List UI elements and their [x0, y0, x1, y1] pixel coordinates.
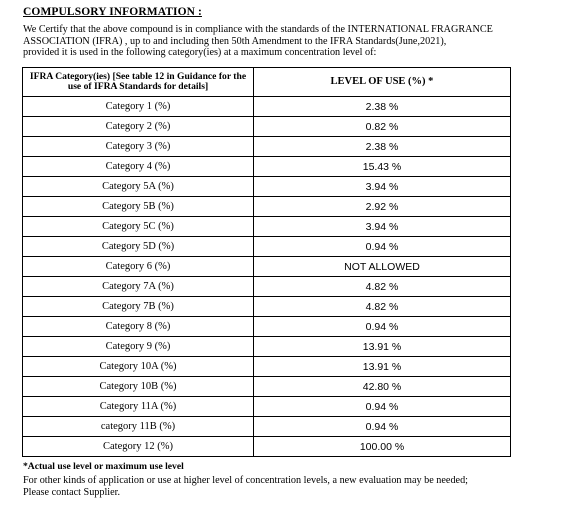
level-cell: 42.80 %	[254, 377, 511, 397]
compliance-line: provided it is used in the following category(ies) at a maximum concentration level of:	[23, 47, 377, 58]
table-header-row	[23, 68, 511, 97]
level-cell: 13.91 %	[254, 357, 511, 377]
level-cell: 0.94 %	[254, 397, 511, 417]
level-cell: 0.94 %	[254, 417, 511, 437]
table-row	[23, 377, 511, 397]
category-cell: Category 4 (%)	[23, 157, 254, 177]
level-cell: 0.94 %	[254, 317, 511, 337]
table-row	[23, 237, 511, 257]
category-cell: category 11B (%)	[23, 417, 254, 437]
table-row	[23, 137, 511, 157]
level-cell: 2.38 %	[254, 137, 511, 157]
table-row	[23, 217, 511, 237]
footnote: *Actual use level or maximum use level	[23, 461, 184, 472]
category-cell: Category 9 (%)	[23, 337, 254, 357]
level-cell: 2.92 %	[254, 197, 511, 217]
category-cell: Category 12 (%)	[23, 437, 254, 457]
table-row	[23, 337, 511, 357]
level-cell: 4.82 %	[254, 297, 511, 317]
compliance-line: We Certify that the above compound is in compliance with the standards of the INTERNATIONAL FRAGRANCE	[23, 24, 493, 35]
table-row	[23, 317, 511, 337]
category-cell: Category 1 (%)	[23, 97, 254, 117]
level-cell: 0.82 %	[254, 117, 511, 137]
level-column-header: LEVEL OF USE (%) *	[254, 68, 511, 97]
table-row	[23, 437, 511, 457]
section-heading: COMPULSORY INFORMATION :	[23, 6, 202, 18]
category-cell: Category 7B (%)	[23, 297, 254, 317]
category-cell: Category 3 (%)	[23, 137, 254, 157]
level-cell: 2.38 %	[254, 97, 511, 117]
table-body	[23, 97, 511, 457]
table-row	[23, 197, 511, 217]
contact-line: For other kinds of application or use at higher level of concentration levels, a new evaluation may be needed;	[23, 475, 468, 486]
category-cell: Category 6 (%)	[23, 257, 254, 277]
level-cell: NOT ALLOWED	[254, 257, 511, 277]
table-row	[23, 257, 511, 277]
compliance-statement	[23, 24, 553, 59]
level-cell: 3.94 %	[254, 217, 511, 237]
level-cell: 3.94 %	[254, 177, 511, 197]
ifra-usage-table	[22, 67, 511, 457]
category-cell: Category 10A (%)	[23, 357, 254, 377]
category-cell: Category 5D (%)	[23, 237, 254, 257]
category-column-header: IFRA Category(ies) [See table 12 in Guidance for the use of IFRA Standards for details]	[23, 68, 254, 97]
contact-line: Please contact Supplier.	[23, 486, 121, 498]
table-row	[23, 97, 511, 117]
table-row	[23, 357, 511, 377]
level-cell: 13.91 %	[254, 337, 511, 357]
table-row	[23, 277, 511, 297]
category-cell: Category 2 (%)	[23, 117, 254, 137]
category-cell: Category 5A (%)	[23, 177, 254, 197]
contact-note	[23, 475, 468, 498]
category-cell: Category 5B (%)	[23, 197, 254, 217]
table-row	[23, 397, 511, 417]
table-row	[23, 417, 511, 437]
category-cell: Category 7A (%)	[23, 277, 254, 297]
table-row	[23, 157, 511, 177]
table-row	[23, 297, 511, 317]
category-cell: Category 10B (%)	[23, 377, 254, 397]
table-row	[23, 117, 511, 137]
category-cell: Category 11A (%)	[23, 397, 254, 417]
level-cell: 15.43 %	[254, 157, 511, 177]
level-cell: 100.00 %	[254, 437, 511, 457]
level-cell: 4.82 %	[254, 277, 511, 297]
compliance-line: ASSOCIATION (IFRA) , up to and including then 50th Amendment to the IFRA Standards(June,2021),	[23, 35, 447, 47]
level-cell: 0.94 %	[254, 237, 511, 257]
category-cell: Category 5C (%)	[23, 217, 254, 237]
category-cell: Category 8 (%)	[23, 317, 254, 337]
table-row	[23, 177, 511, 197]
